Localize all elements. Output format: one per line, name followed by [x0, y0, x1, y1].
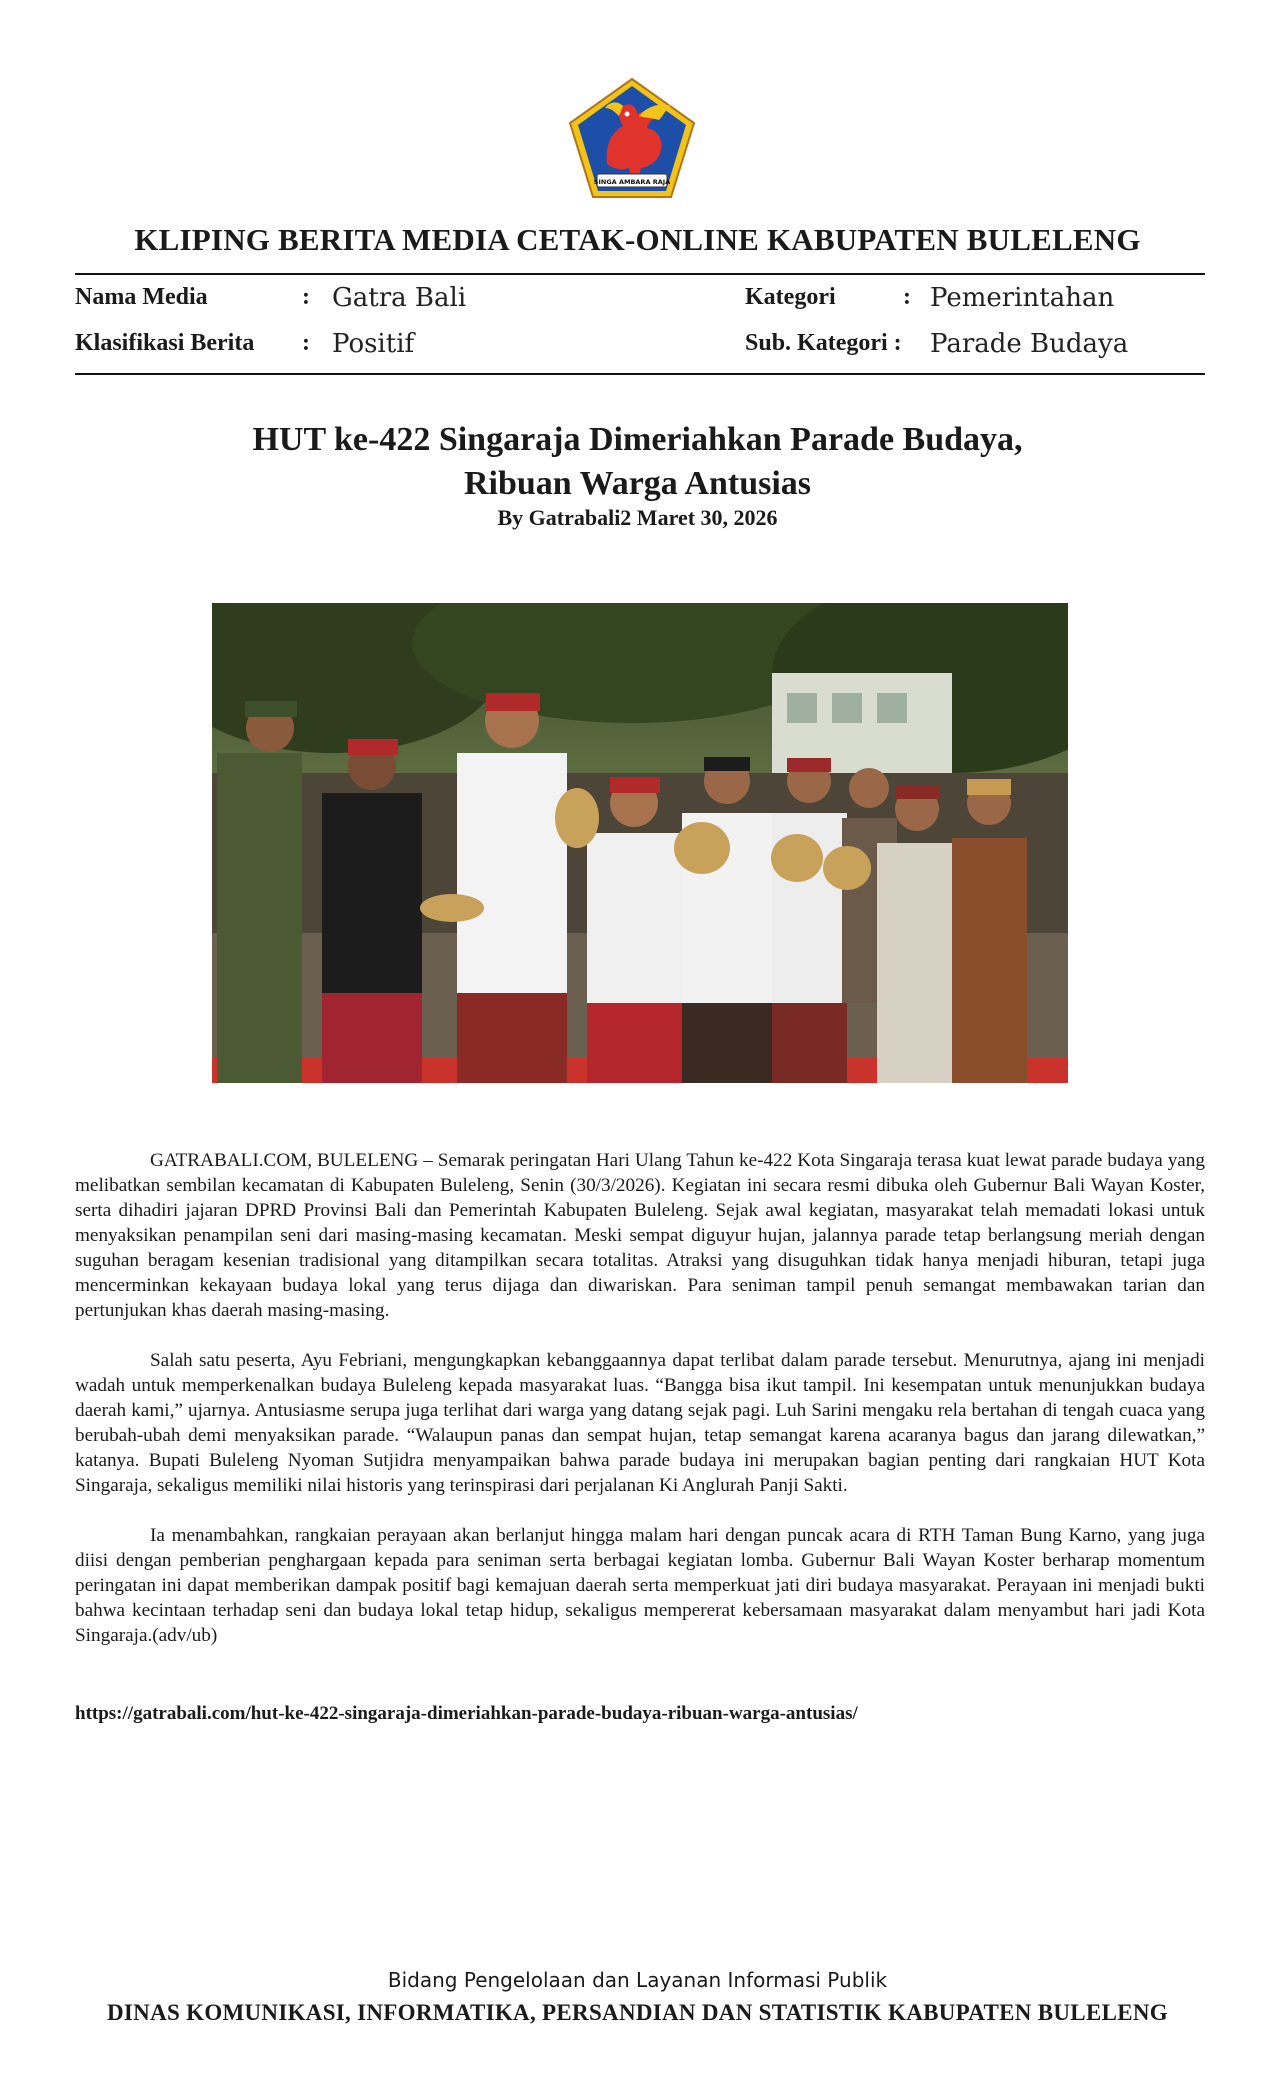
article-paragraph-1: GATRABALI.COM, BULELENG – Semarak peringatan Hari Ulang Tahun ke-422 Kota Singaraja terasa kuat lewat parade budaya yang melibatkan sembilan kecamatan di Kabupaten Buleleng, Senin (30/3/2026). Kegiatan ini secara resmi dibuka oleh Gubernur Bali Wayan Koster, serta dihadiri jajaran DPRD Provinsi Bali dan Pemerintah Kabupaten Buleleng. Sejak awal kegiatan, masyarakat telah memadati lokasi untuk menyaksikan penampilan seni dari masing-masing kecamatan. Meski sempat diguyur hujan, jalannya parade tetap berlangsung meriah dengan suguhan beragam kesenian tradisional yang ditampilkan secara totalitas. Atraksi yang disuguhkan tidak hanya menjadi hiburan, tetapi juga mencerminkan kekayaan budaya lokal yang terus dijaga dan diwariskan. Para seniman tampil penuh semangat membawakan tarian dan pertunjukan khas daerah masing-masing. [75, 1150, 1205, 1321]
kabupaten-buleleng-logo [567, 76, 697, 200]
article-paragraph-2: Salah satu peserta, Ayu Febriani, mengungkapkan kebanggaannya dapat terlibat dalam parade tersebut. Menurutnya, ajang ini menjadi wadah untuk memperkenalkan budaya Buleleng kepada masyarakat luas. “Bangga bisa ikut tampil. Ini kesempatan untuk menunjukkan budaya daerah kami,” ujarnya. Antusiasme serupa juga terlihat dari warga yang datang sejak pagi. Luh Sarini mengaku rela bertahan di tengah cuaca yang berubah-ubah demi menyaksikan parade. “Walaupun panas dan sempat hujan, tetap semangat karena acaranya bagus dan jarang dilewatkan,” katanya. Bupati Buleleng Nyoman Sutjidra menyampaikan bahwa parade budaya ini merupakan bagian penting dari rangkaian HUT Kota Singaraja, sekaligus memiliki nilai historis yang terinspirasi dari perjalanan Ki Anglurah Panji Sakti. [75, 1350, 1205, 1496]
clipping-title: KLIPING BERITA MEDIA CETAK-ONLINE KABUPATEN BULELENG [134, 222, 1141, 257]
header-rule-top [75, 273, 1205, 275]
footer-agency: DINAS KOMUNIKASI, INFORMATIKA, PERSANDIAN DAN STATISTIK KABUPATEN BULELENG [107, 2000, 1168, 2025]
article-paragraph-3: Ia menambahkan, rangkaian perayaan akan berlanjut hingga malam hari dengan puncak acara di RTH Taman Bung Karno, yang juga diisi dengan pemberian penghargaan kepada para seniman serta berbagai kegiatan lomba. Gubernur Bali Wayan Koster berharap momentum peringatan ini dapat memberikan dampak positif bagi kemajuan daerah serta memperkuat jati diri budaya masyarakat. Perayaan ini menjadi bukti bahwa kecintaan terhadap seni dan budaya lokal tetap hidup, sekaligus mempererat kebersamaan masyarakat dalam menyambut hari jadi Kota Singaraja.(adv/ub) [75, 1525, 1205, 1646]
header-rule-bottom [75, 373, 1205, 375]
source-url-link[interactable]: https://gatrabali.com/hut-ke-422-singaraja-dimeriahkan-parade-budaya-ribuan-warga-antusias/ [75, 1703, 858, 1724]
kategori-value: Pemerintahan [930, 283, 1115, 313]
singa-ambara-raja-emblem-icon [567, 76, 697, 200]
sub-kategori-label: Sub. Kategori : [745, 330, 902, 356]
headline-line-2: Ribuan Warga Antusias [463, 465, 812, 502]
klasifikasi-label: Klasifikasi Berita [75, 330, 255, 356]
footer-division: Bidang Pengelolaan dan Layanan Informasi Publik [387, 1968, 888, 1992]
article-byline: By Gatrabali2 Maret 30, 2026 [497, 505, 778, 530]
kategori-colon: : [903, 284, 911, 310]
nama-media-label: Nama Media [75, 284, 208, 310]
sub-kategori-value: Parade Budaya [930, 329, 1129, 359]
logo-motto: SINGA AMBARA RAJA [593, 178, 671, 186]
parade-photo-image [212, 603, 1068, 1083]
nama-media-value: Gatra Bali [332, 283, 467, 313]
article-headline [75, 418, 1200, 506]
klasifikasi-value: Positif [332, 329, 415, 359]
kategori-label: Kategori [745, 284, 836, 310]
article-photo [212, 603, 1068, 1083]
nama-media-colon: : [302, 284, 310, 310]
klasifikasi-colon: : [302, 330, 310, 356]
article-body [75, 1148, 1205, 1673]
headline-line-1: HUT ke-422 Singaraja Dimeriahkan Parade Budaya, [252, 421, 1023, 458]
